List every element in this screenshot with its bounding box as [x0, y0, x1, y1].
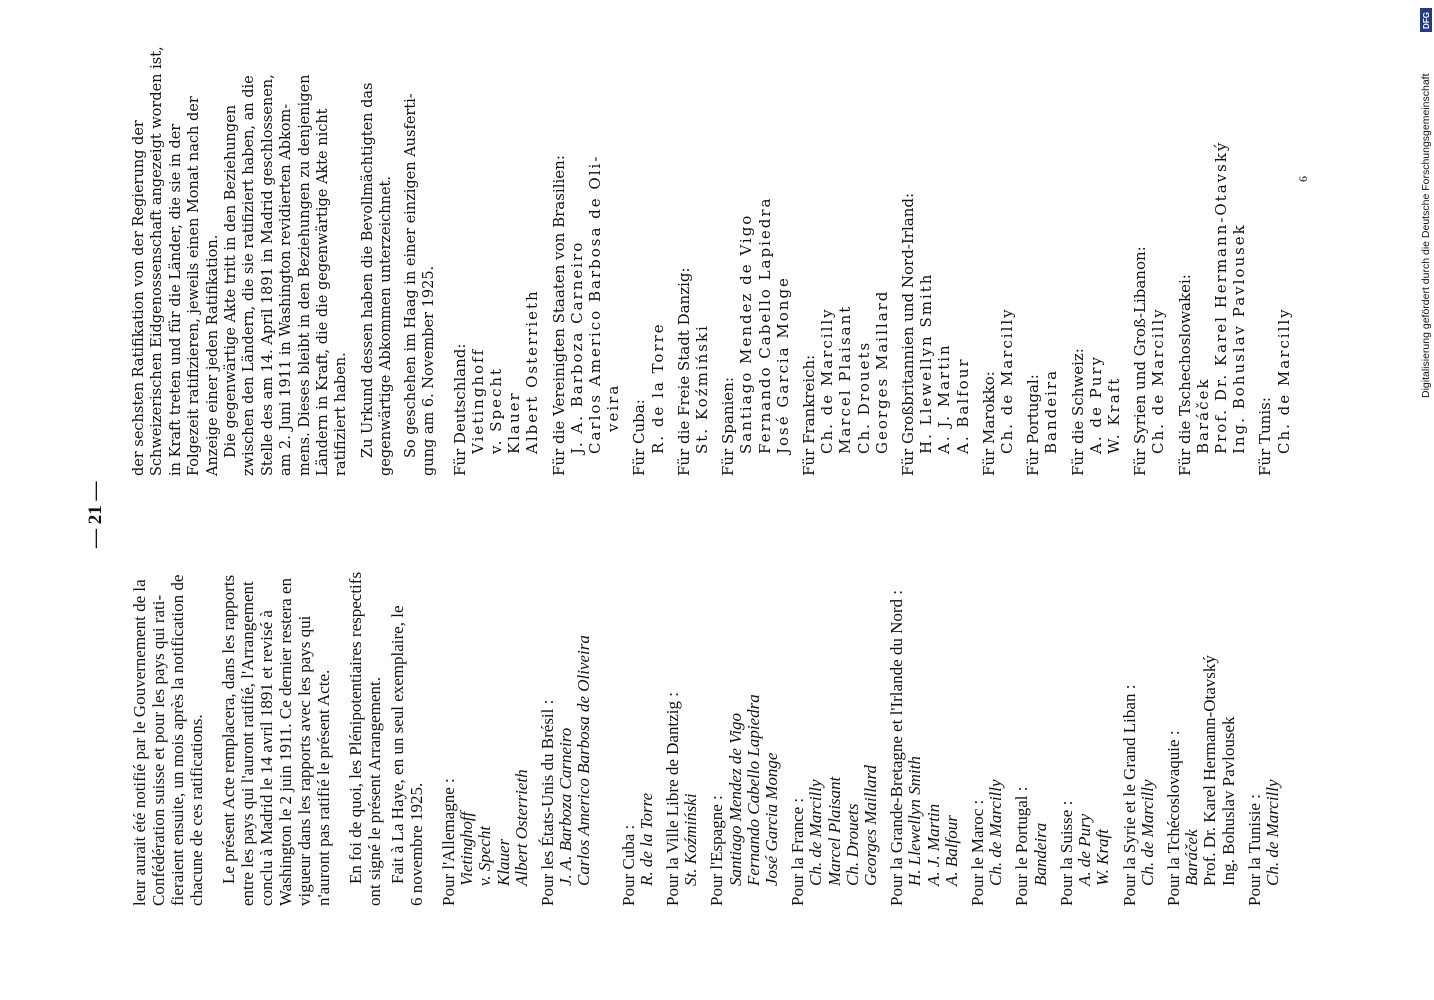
signatory-name: Ch. de Marcilly [1274, 307, 1293, 454]
signatory-block [899, 86, 972, 476]
german-paragraph-3 [359, 82, 396, 476]
text-line: 6 novembre 1925. [407, 782, 426, 906]
signatory-name: H. Llewellyn Smith [905, 756, 925, 886]
signatory-name: Ch. de Marcilly [818, 307, 837, 454]
country-label: Pour la Suisse : [1056, 800, 1076, 906]
signatory-block [550, 86, 623, 476]
signatory-name: Ch. de Marcilly [986, 779, 1006, 886]
text-line: gegenwärtige Abkommen unterzeichnet. [378, 176, 395, 476]
signatory-name: Ch. de Marcilly [806, 779, 826, 886]
german-signatories [451, 86, 1293, 476]
text-line: Die gegenwärtige Akte tritt in den Beziehungen [223, 104, 240, 458]
text-line: Washington le 2 juin 1911. Ce dernier restera en [276, 578, 295, 906]
signatory-name: A. de Pury [1075, 813, 1095, 886]
signatory-name: St. Koźmiński [681, 793, 701, 886]
signatory-name: A. Balfour [941, 815, 961, 886]
signatory-name: Santiago Mendez de Vigo [725, 713, 745, 886]
country-label: Für die Vereinigten Staaten von Brasilien: [549, 155, 568, 476]
signatory-name: Albert Osterrieth [523, 289, 542, 454]
text-line: mens. Dieses bleibt in den Beziehungen zu denjenigen [296, 74, 313, 476]
page-number: — 21 — [85, 481, 106, 548]
country-label: Pour la Tunisie : [1244, 794, 1264, 906]
text-line: zwischen den Ländern, die sie ratifiziert haben, an die [241, 75, 258, 476]
signatory-name: Prof. Dr. Karel Hermann-Otavský [1200, 655, 1220, 886]
signatory-block [719, 86, 792, 476]
country-label: Pour la Syrie et le Grand Liban : [1119, 684, 1139, 906]
signatory-name: R. de la Torre [636, 792, 656, 886]
country-label: Pour la Grande-Bretagne et l'Irlande du Nord : [887, 589, 907, 906]
signatory-name: A. J. Martin [923, 803, 943, 886]
signatory-name: A. J. Martin [935, 343, 954, 454]
signatory-block [675, 86, 711, 476]
signatory-name: Fernando Cabello Lapiedra [743, 694, 763, 886]
country-label: Für Syrien und Groß-Libanon: [1131, 246, 1150, 476]
text-line: leur aurait été notifié par le Gouvernement de la [130, 579, 149, 906]
signatory-name: Ch. de Marcilly [997, 307, 1016, 454]
german-paragraph-4 [402, 86, 439, 476]
signatory-name: Carlos Americo Barbosa de Oli- [585, 154, 604, 454]
country-label: Pour la France : [788, 797, 808, 906]
signatory-name: José Garcia Monge [773, 276, 792, 454]
country-label: Für Großbritannien und Nord-Irland: [898, 192, 917, 476]
country-label: Pour la Tchécoslovaquie : [1163, 730, 1183, 906]
signatory-name: José Garcia Monge [762, 752, 782, 886]
country-label: Für Portugal: [1024, 374, 1043, 476]
signatory-name: v. Specht [475, 825, 495, 886]
signatory-name: Albert Osterrieth [511, 769, 531, 886]
signatory-name: Prof. Dr. Karel Hermann-Otavský [1212, 140, 1231, 454]
country-label: Für Cuba: [630, 399, 649, 476]
text-line: En foi de quoi, les Plénipotentiaires respectifs [346, 571, 365, 884]
signatory-name: A. Balfour [953, 357, 972, 454]
text-line: Ländern in Kraft, die die gegenwärtige Akte nicht [315, 108, 332, 476]
digitization-notice-text: Digitalisierung gefördert durch die Deutsche Forschungsgemeinschaft [1420, 73, 1432, 398]
signatory-name: Ch. Drouets [854, 340, 873, 454]
text-line: der sechsten Ratifikation von der Regierung der [131, 120, 147, 476]
text-line: Folgezeit ratifizieren, jeweils einen Monat nach der [186, 96, 203, 476]
text-line: Stelle des am 14. April 1891 in Madrid geschlossenen, [259, 74, 276, 476]
signatory-name: Fernando Cabello Lapiedra [755, 196, 774, 454]
country-label: Für die Freie Stadt Danzig: [674, 267, 693, 476]
signatory-name: Ch. de Marcilly [1137, 779, 1157, 886]
signatory-block [630, 86, 666, 476]
text-line: gung am 6. November 1925. [421, 265, 438, 476]
country-label: Für die Tschechoslowakei: [1175, 274, 1194, 476]
country-label: Für die Schweiz: [1068, 348, 1087, 476]
text-line: chacune de ces ratifications. [187, 714, 206, 906]
signatory-name: Marcel Plaisant [824, 776, 844, 886]
signatory-name: Vietinghoff [457, 811, 477, 886]
signatory-block [1069, 86, 1124, 476]
signatory-name: St. Koźmiński [692, 324, 711, 454]
country-label: Pour Cuba : [618, 824, 638, 906]
signatory-name: Marcel Plaisant [836, 304, 855, 454]
text-line: in Kraft treten und für die Länder, die sie in der [167, 123, 184, 476]
german-paragraph-1 [130, 46, 222, 476]
signatory-name: Santiago Mendez de Vigo [737, 213, 756, 454]
signatory-name: v. Specht [486, 366, 505, 454]
country-label: Pour le Portugal : [1012, 786, 1032, 906]
text-line: Anzeige einer jeden Ratifikation. [204, 234, 221, 476]
signatory-name: Vietinghoff [468, 347, 487, 454]
signatory-name: Klauer [493, 838, 513, 886]
signatory-name: Ing. Bohuslav Pavlousek [1218, 716, 1238, 886]
country-label: Pour le Maroc : [968, 799, 988, 906]
text-line: ont signé le présent Arrangement. [365, 677, 384, 906]
country-label: Pour l'Allemagne : [439, 778, 458, 906]
signatory-name: J. A. Barboza Carneiro [556, 727, 576, 886]
text-line: So geschehen im Haag in einer einzigen Ausferti- [402, 93, 419, 458]
signatory-block [1256, 86, 1292, 476]
signatory-name: Klauer [505, 391, 524, 454]
german-column [130, 46, 1293, 476]
signatory-name: Georges Maillard [872, 289, 891, 454]
country-label: Für Frankreich: [799, 354, 818, 476]
signatory-block [451, 86, 542, 476]
signatory-name: veira [604, 383, 623, 432]
country-label: Pour l'Espagne : [707, 795, 727, 906]
signatory-name: Georges Maillard [861, 764, 881, 886]
german-paragraph-2 [222, 74, 351, 476]
text-line: Fait à La Haye, en un seul exemplaire, le [388, 605, 407, 884]
text-line: Zu Urkund dessen haben die Bevollmächtigten das [359, 82, 376, 458]
signatory-name: Baráček [1193, 377, 1212, 454]
signatory-block [1131, 86, 1167, 476]
signatory-block [980, 86, 1016, 476]
signatory-name: Ch. Drouets [842, 803, 862, 886]
country-label: Pour la Ville Libre de Dantzig : [663, 692, 683, 906]
country-label: Für Spanien: [719, 377, 738, 476]
country-label: Pour les États-Unis du Brésil : [538, 699, 558, 906]
text-line: vigueur dans les rapports avec les pays qui [295, 615, 314, 906]
signatory-name: Baráček [1182, 829, 1202, 886]
text-line: Schweizerischen Eidgenossenschaft angezeigt worden ist, [149, 46, 166, 476]
text-line: entre les pays qui l'auront ratifié, l'Arrangement [238, 581, 257, 906]
dfg-logo: DFG [1420, 8, 1432, 32]
signatory-name: A. de Pury [1086, 354, 1105, 454]
signatory-name: Bandeira [1030, 822, 1050, 886]
country-label: Für Tunis: [1256, 397, 1275, 476]
text-line: ratifiziert haben. [333, 352, 350, 476]
signatory-name: W. Kraft [1105, 376, 1123, 454]
signatory-name: Bandeira [1042, 368, 1061, 454]
signatory-name: W. Kraft [1093, 828, 1113, 886]
signatory-name: Carlos Americo Barbosa de Oliveira [574, 635, 594, 886]
text-line: am 2. Juni 1911 in Washington revidierten Abkom- [278, 103, 295, 476]
text-line: n'auront pas ratifié le présent Acte. [314, 669, 333, 906]
country-label: Für Marokko: [979, 371, 998, 476]
signatory-name: J. A. Barboza Carneiro [567, 240, 586, 454]
folio-number: 6 [1296, 176, 1310, 182]
text-line: Confédération suisse et pour les pays qui rati- [149, 594, 168, 906]
signatory-block [1024, 86, 1060, 476]
text-line: conclu à Madrid le 14 avril 1891 et revisé à [257, 610, 276, 906]
signatory-name: Ch. de Marcilly [1262, 779, 1282, 886]
text-line: Le présent Acte remplacera, dans les rapports [219, 574, 238, 884]
digitization-notice [1418, 8, 1434, 398]
signatory-name: R. de la Torre [648, 322, 667, 454]
signatory-block [1176, 86, 1249, 476]
country-label: Für Deutschland: [450, 343, 469, 476]
text-line: fieraient ensuite, un mois après la notification de [168, 574, 187, 906]
signatory-name: Ing. Bohuslav Pavlousek [1230, 223, 1249, 454]
signatory-block [800, 86, 891, 476]
signatory-name: H. Llewellyn Smith [917, 272, 936, 454]
signatory-name: Ch. de Marcilly [1149, 307, 1168, 454]
